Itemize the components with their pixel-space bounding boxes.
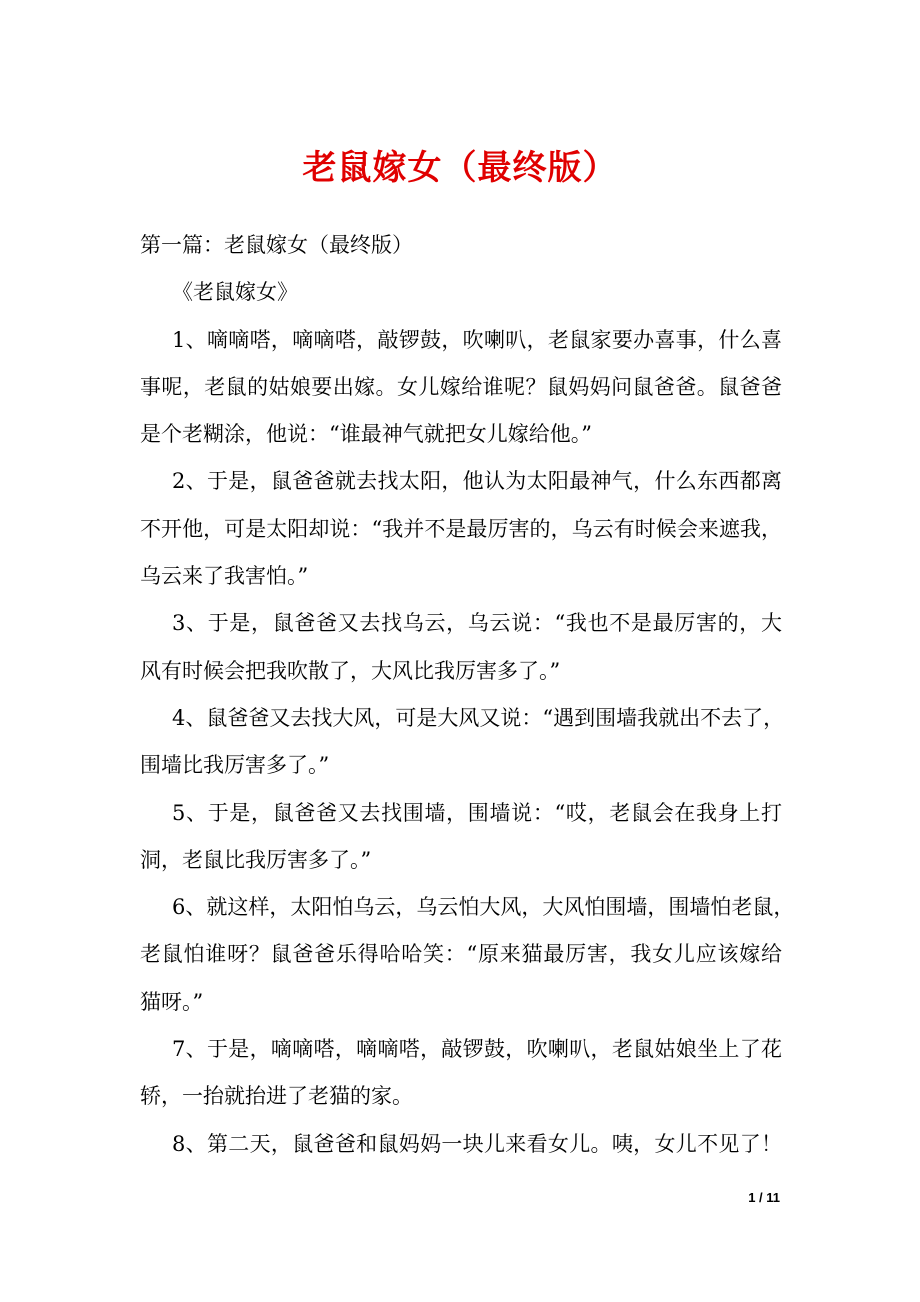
paragraph-line: 2、于是，鼠爸爸就去找太阳，他认为太阳最神气，什么东西都离: [172, 469, 782, 494]
story-title: 《老鼠嫁女》: [172, 280, 298, 305]
paragraph-line: 轿，一抬就抬进了老猫的家。: [140, 1084, 413, 1109]
document-title: 老鼠嫁女（最终版）: [302, 148, 618, 188]
paragraph-line: 是个老糊涂，他说：“谁最神气就把女儿嫁给他。”: [140, 422, 592, 447]
paragraph-line: 6、就这样，太阳怕乌云，乌云怕大风，大风怕围墙，围墙怕老鼠，: [172, 895, 795, 920]
paragraph-line: 事呢，老鼠的姑娘要出嫁。女儿嫁给谁呢？鼠妈妈问鼠爸爸。鼠爸爸: [140, 374, 782, 399]
paragraph-line: 风有时候会把我吹散了，大风比我厉害多了。”: [140, 658, 561, 683]
section-heading: 第一篇：老鼠嫁女（最终版）: [140, 233, 413, 257]
paragraph-line: 老鼠怕谁呀？鼠爸爸乐得哈哈笑：“原来猫最厉害，我女儿应该嫁给: [140, 942, 782, 967]
paragraph-line: 围墙比我厉害多了。”: [140, 753, 330, 778]
paragraph-line: 5、于是，鼠爸爸又去找围墙，围墙说：“哎，老鼠会在我身上打: [172, 800, 782, 825]
paragraph-line: 4、鼠爸爸又去找大风，可是大风又说：“遇到围墙我就出不去了，: [172, 705, 785, 730]
paragraph-line: 7、于是，嘀嘀嗒，嘀嘀嗒，敲锣鼓，吹喇叭，老鼠姑娘坐上了花: [172, 1037, 782, 1062]
paragraph-line: 3、于是，鼠爸爸又去找乌云，乌云说：“我也不是最厉害的，大: [172, 611, 782, 636]
paragraph-line: 洞，老鼠比我厉害多了。”: [140, 847, 372, 872]
paragraph-line: 乌云来了我害怕。”: [140, 564, 309, 589]
paragraph-line: 8、第二天，鼠爸爸和鼠妈妈一块儿来看女儿。咦，女儿不见了！: [172, 1131, 782, 1156]
paragraph-line: 猫呀。”: [140, 989, 204, 1014]
document-body: [140, 222, 795, 1168]
page-number: 1 / 11: [748, 1190, 780, 1205]
paragraph-line: 1、嘀嘀嗒，嘀嘀嗒，敲锣鼓，吹喇叭，老鼠家要办喜事，什么喜: [172, 327, 782, 352]
paragraph-line: 不开他，可是太阳却说：“我并不是最厉害的，乌云有时候会来遮我，: [140, 516, 782, 541]
